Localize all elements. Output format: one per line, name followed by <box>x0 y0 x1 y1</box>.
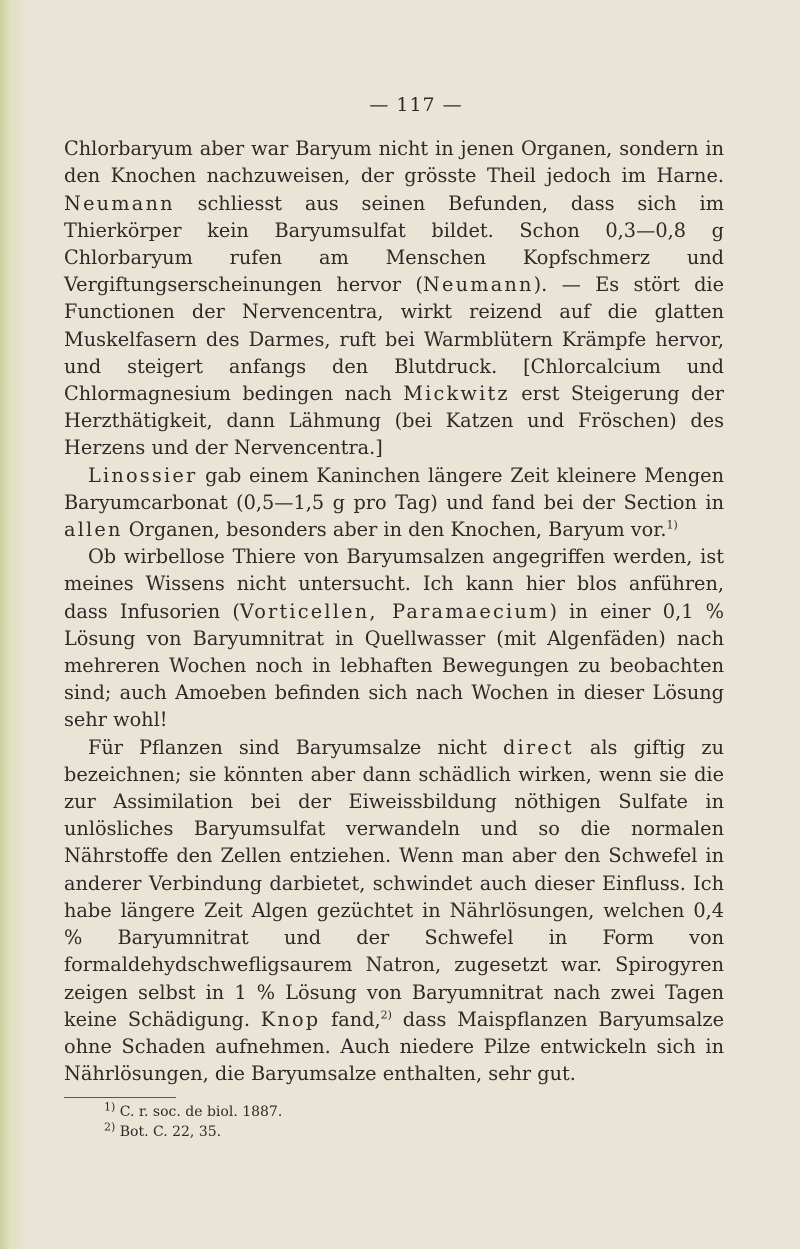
paragraph-4 <box>64 734 724 1088</box>
page-number: — 117 — <box>369 94 463 116</box>
text-run: ). — Es stört die Functionen der Nervencentra, wirkt reizend auf die glatten Muskelfasern des Darmes, ruft bei Warmblütern Krämpfe hervor, und steigert anfangs den Blutdruck. [Chlorcalcium und Chlormagnesium bedingen nach <box>64 273 724 406</box>
document-page <box>64 92 724 1142</box>
author-name: Knop <box>260 1007 321 1031</box>
page-edge-shadow <box>0 0 26 1249</box>
author-name: Neumann <box>422 273 534 297</box>
footnote-mark: 2) <box>104 1120 116 1134</box>
author-name: Mickwitz <box>403 382 510 406</box>
footnote-mark: 1) <box>104 1100 116 1114</box>
footnote-text: C. r. soc. de biol. 1887. <box>115 1104 283 1121</box>
text-run: schliesst aus seinen Befunden, dass sich im Thierkörper kein Baryumsulfat bildet. Schon 0,3—0,8 g Chlorbaryum rufen am Menschen Kopfschmerz und Vergiftungserscheinungen hervor ( <box>64 191 724 297</box>
text-run: gab einem Kaninchen längere Zeit kleinere Mengen Baryumcarbonat (0,5—1,5 g pro Tag) und fand bei der Section in <box>64 463 724 514</box>
footnote-text: Bot. C. 22, 35. <box>115 1124 222 1141</box>
text-run: dass Maispflanzen Baryumsalze ohne Schaden aufnehmen. Auch niedere Pilze entwickeln sich in Nährlösungen, die Baryumsalze enthalten, sehr gut. <box>64 1007 724 1086</box>
text-run: Organen, besonders aber in den Knochen, Baryum vor. <box>122 518 667 542</box>
text-run: fand, <box>320 1007 381 1031</box>
footnote-ref: 1) <box>666 518 678 532</box>
emphasis: allen <box>64 518 123 542</box>
text-run: Für Pflanzen sind Baryumsalze nicht <box>88 735 503 759</box>
text-run: ) in einer 0,1 % Lösung von Baryumnitrat in Quellwasser (mit Algenfäden) nach mehreren Wochen noch in lebhaften Bewegungen zu beobachten sind; auch Amoeben befinden sich nach Wochen in dieser Lösung sehr wohl! <box>64 599 724 732</box>
emphasis: Vorticellen, Paramaecium <box>239 599 550 623</box>
footnote <box>104 1122 724 1142</box>
text-run: als giftig zu bezeichnen; sie könnten aber dann schädlich wirken, wenn sie die zur Assimilation bei der Eiweissbildung nöthigen Sulfate in unlösliches Baryumsulfat verwandeln und so die normalen Nährstoffe den Zellen entziehen. Wenn man aber den Schwefel in anderer Verbindung darbietet, schwindet auch dieser Einfluss. Ich habe längere Zeit Algen gezüchtet in Nährlösungen, welchen 0,4 % Baryumnitrat und der Schwefel in Form von formaldehydschwefligsaurem Natron, zugesetzt war. Spirogyren zeigen selbst in 1 % Lösung von Baryumnitrat nach zwei Tagen keine Schädigung. <box>64 735 724 1031</box>
text-run: Chlorbaryum aber war Baryum nicht in jenen Organen, sondern in den Knochen nachzuweisen, der grösste Theil jedoch im Harne. <box>64 137 724 188</box>
text-run: Ob wirbellose Thiere von Baryumsalzen angegriffen werden, ist meines Wissens nicht untersucht. Ich kann hier blos anführen, dass Infusorien ( <box>64 545 724 623</box>
paragraph-3 <box>64 543 724 733</box>
footnote-divider <box>64 1097 176 1098</box>
footnote <box>104 1102 724 1122</box>
text-run: erst Steigerung der Herzthätigkeit, dann Lähmung (bei Katzen und Fröschen) des Herzens und der Nervencentra.] <box>64 382 725 460</box>
footnote-ref: 2) <box>380 1008 392 1022</box>
author-name: Linossier <box>88 463 198 487</box>
paragraph-1 <box>64 135 724 461</box>
author-name: Neumann <box>64 191 175 215</box>
paragraph-2 <box>64 462 724 544</box>
emphasis: direct <box>502 735 574 759</box>
